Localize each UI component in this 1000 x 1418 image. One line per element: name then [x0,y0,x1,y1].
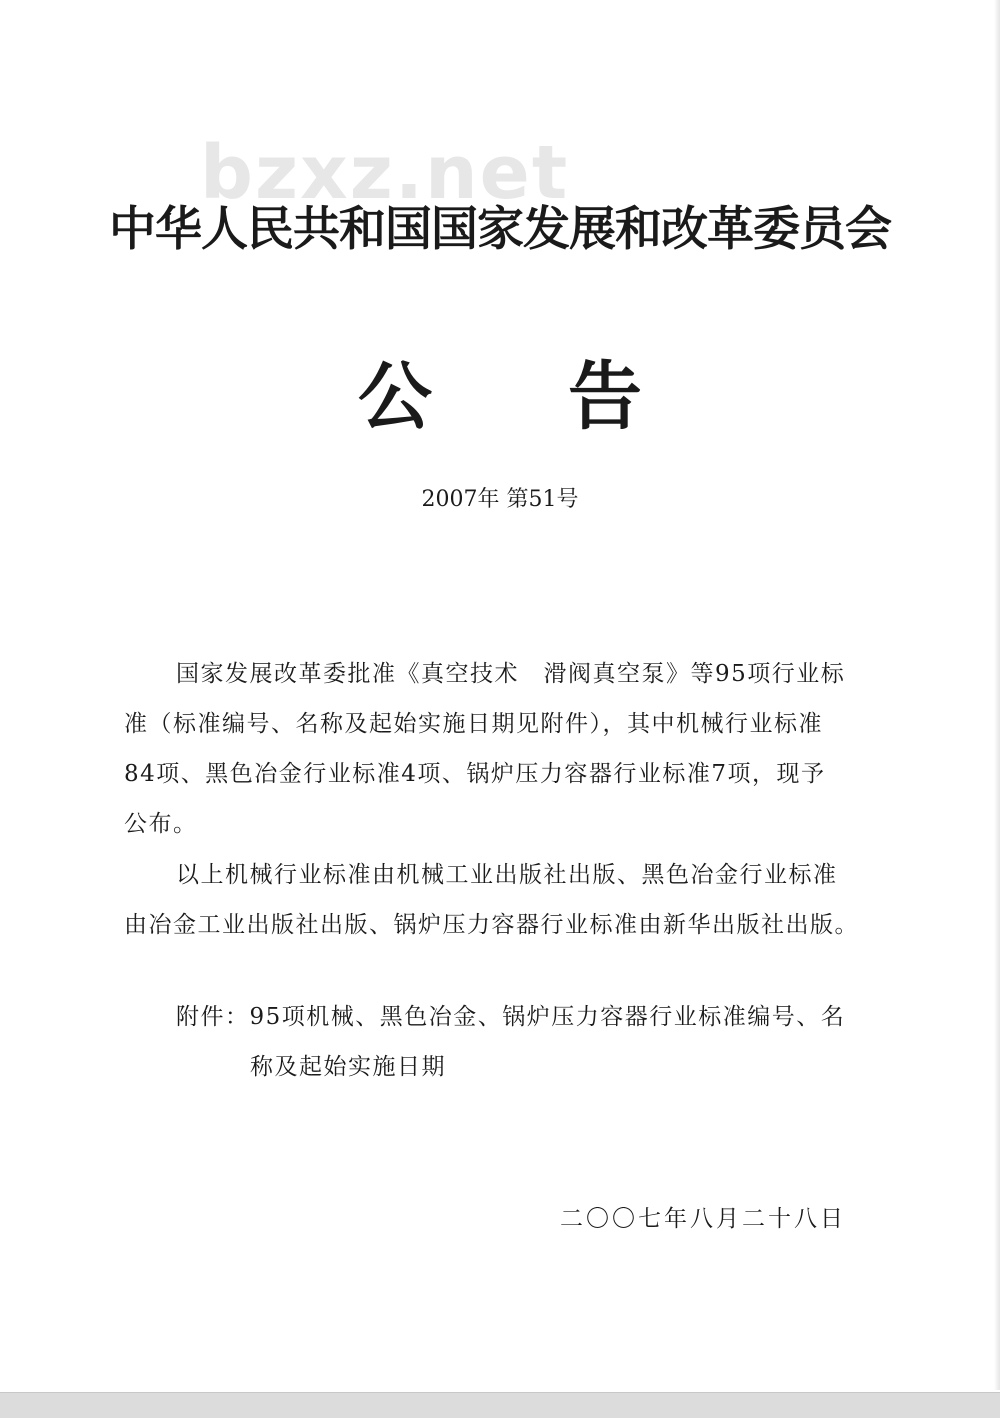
organization-title: 中华人民共和国国家发展和改革委员会 [109,202,891,257]
paragraph-2-line-2: 由冶金工业出版社出版、锅炉压力容器行业标准由新华出版社出版。 [124,912,859,938]
paragraph-1-line-3: 84项、黑色冶金行业标准4项、锅炉压力容器行业标准7项，现予 [124,761,826,787]
attachment-line-1: 附件：95项机械、黑色冶金、锅炉压力容器行业标准编号、名 [176,1004,846,1030]
document-type-heading [0,338,1000,444]
document-type-char-1: 公 [358,354,432,440]
attachment-line-2: 称及起始实施日期 [250,1054,446,1080]
paragraph-2-line-1: 以上机械行业标准由机械工业出版社出版、黑色冶金行业标准 [176,862,838,888]
viewer-bottom-band [0,1392,1000,1418]
watermark: bzxz.net [200,130,570,216]
document-number: 2007年 第51号 [421,487,579,512]
paragraph-1-line-4: 公布。 [124,811,198,837]
paragraph-1-line-1: 国家发展改革委批准《真空技术 滑阀真空泵》等95项行业标 [176,661,846,687]
document-type-char-2: 告 [568,354,642,440]
issue-date: 二〇〇七年八月二十八日 [560,1206,846,1232]
paragraph-1-line-2: 准（标准编号、名称及起始实施日期见附件），其中机械行业标准 [124,711,823,737]
